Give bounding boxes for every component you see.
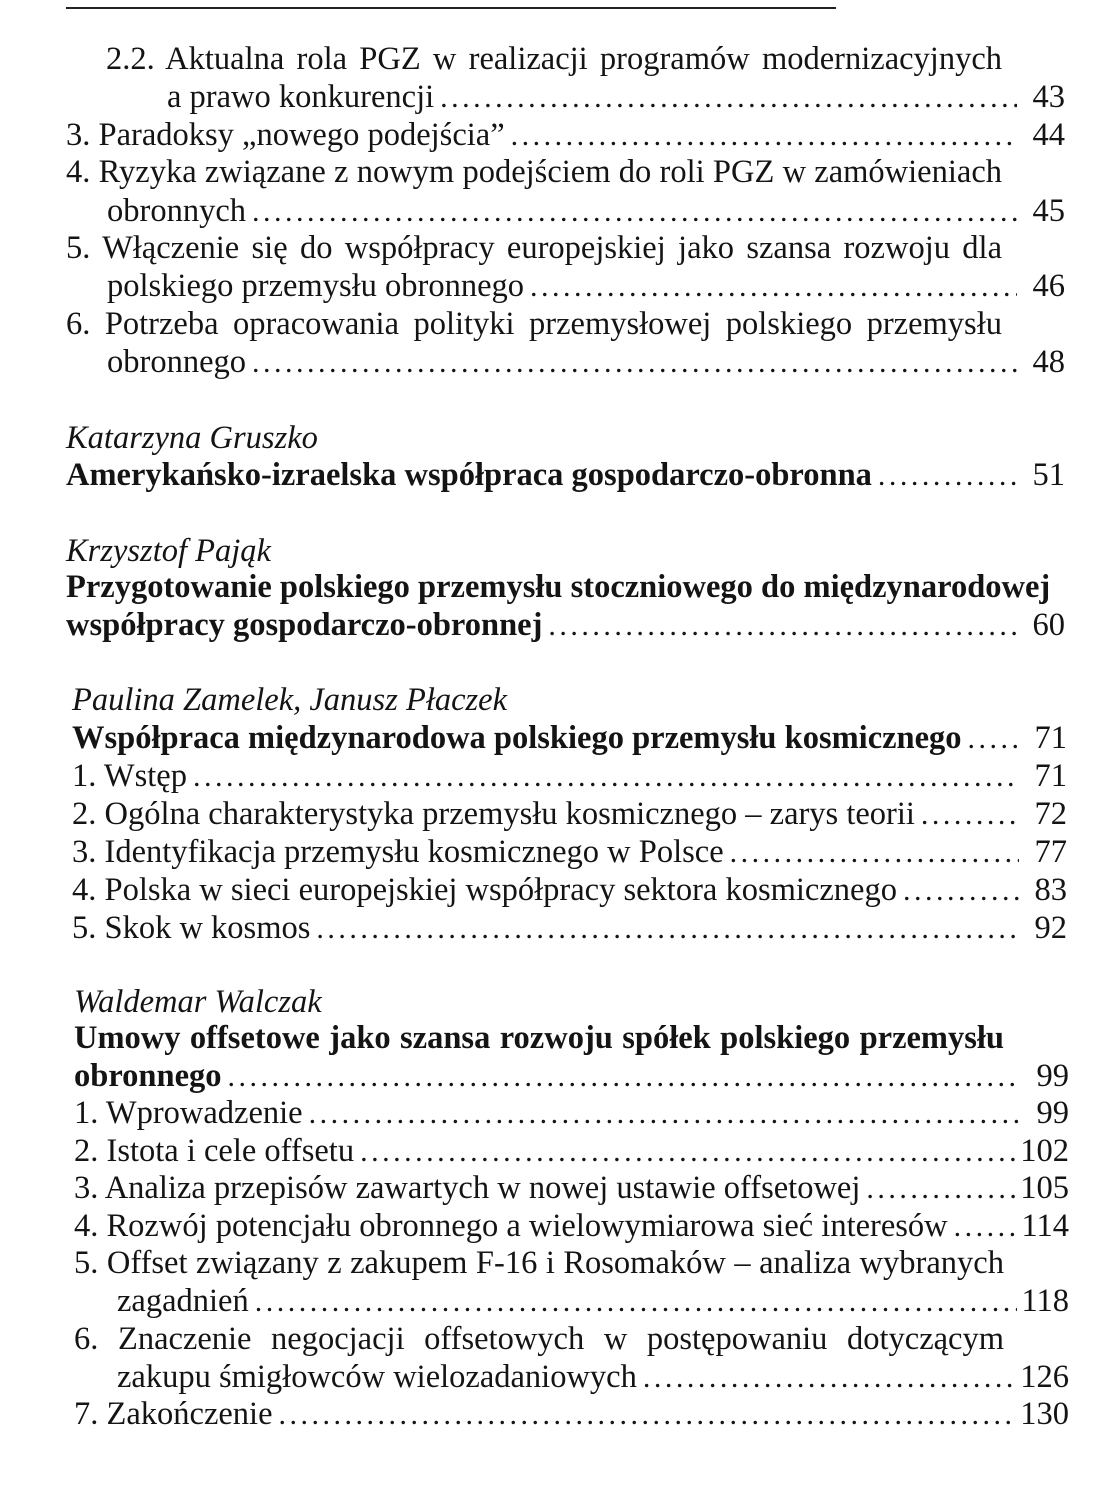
toc-entry-text: 7. Zakończenie: [74, 1396, 273, 1432]
chapter-author: Paulina Zamelek, Janusz Płaczek: [72, 682, 508, 718]
leader-dots: [309, 1095, 1021, 1133]
leader-dots: [255, 1283, 1018, 1321]
toc-entry: [72, 871, 1067, 909]
page-number: 44: [1032, 117, 1065, 153]
leader-dots: [968, 720, 1019, 758]
toc-entry: [74, 1094, 1069, 1132]
page-number: 45: [1032, 193, 1065, 229]
chapter-title-walczak-line1: Umowy offsetowe jako szansa rozwoju spółek polskiego przemysłu: [74, 1020, 1004, 1056]
page-number: 71: [1034, 758, 1067, 794]
page-number: 114: [1021, 1208, 1069, 1244]
toc-entry-text: 4. Rozwój potencjału obronnego a wielowymiarowa sieć interesów: [74, 1208, 948, 1244]
page-number: 99: [1036, 1095, 1069, 1131]
page-number: 126: [1020, 1359, 1069, 1395]
leader-dots: [252, 344, 1017, 382]
leader-dots: [903, 872, 1019, 910]
chapter-title-gruszko: [66, 456, 1065, 494]
chapter-title-text: współpracy gospodarczo-obronnej: [66, 607, 543, 643]
leader-dots: [316, 910, 1019, 948]
page-number: 60: [1032, 607, 1065, 643]
page-number: 77: [1034, 834, 1067, 870]
chapter-title-zamelek: [72, 719, 1067, 757]
leader-dots: [360, 1133, 1016, 1171]
toc-entry-text: 5. Skok w kosmos: [72, 910, 311, 946]
toc-entry-text: 1. Wstęp: [72, 758, 187, 794]
toc-entry-text: 2. Ogólna charakterystyka przemysłu kosmicznego – zarys teorii: [72, 796, 915, 832]
page-number: 99: [1036, 1058, 1069, 1094]
toc-entry-5-line1: 5. Włączenie się do współpracy europejskiej jako szansa rozwoju dla: [66, 230, 1002, 266]
page-number: 102: [1020, 1133, 1069, 1169]
page-number: 71: [1034, 720, 1067, 756]
page-number: 130: [1020, 1396, 1069, 1432]
toc-entry-text: 2. Istota i cele offsetu: [74, 1133, 355, 1169]
toc-entry-5-line1: 5. Offset związany z zakupem F-16 i Rosomaków – analiza wybranych: [74, 1245, 1004, 1281]
page-number: 118: [1021, 1283, 1069, 1319]
leader-dots: [730, 834, 1019, 872]
page-number: 43: [1032, 79, 1065, 115]
toc-entry-text: polskiego przemysłu obronnego: [107, 268, 525, 304]
toc-entry-text: a prawo konkurencji: [167, 79, 435, 115]
toc-entry-text: zakupu śmigłowców wielozadaniowych: [117, 1359, 637, 1395]
page-number: 92: [1034, 910, 1067, 946]
toc-entry-3: [66, 116, 1065, 154]
toc-entry-text: 3. Analiza przepisów zawartych w nowej ustawie offsetowej: [74, 1170, 861, 1206]
toc-entry: [74, 1132, 1069, 1170]
page-number: 83: [1034, 872, 1067, 908]
toc-entry: [72, 757, 1067, 795]
page-number: 51: [1032, 457, 1065, 493]
leader-dots: [921, 796, 1019, 834]
toc-entry-5: [107, 267, 1065, 305]
leader-dots: [193, 758, 1019, 796]
chapter-author: Krzysztof Pająk: [66, 533, 271, 569]
page-number: 72: [1034, 796, 1067, 832]
toc-entry-text: 3. Identyfikacja przemysłu kosmicznego w Polsce: [72, 834, 724, 870]
page-number: 105: [1020, 1170, 1069, 1206]
leader-dots: [954, 1208, 1018, 1246]
leader-dots: [548, 607, 1017, 645]
toc-entry-text: zagadnień: [117, 1283, 249, 1319]
toc-entry-2-2-line1: 2.2. Aktualna rola PGZ w realizacji programów modernizacyjnych: [106, 41, 1002, 77]
toc-entry-6: [117, 1358, 1069, 1396]
toc-entry-text: 4. Polska w sieci europejskiej współpracy sektora kosmicznego: [72, 872, 897, 908]
page-number: 46: [1032, 268, 1065, 304]
leader-dots: [511, 117, 1017, 155]
toc-entry-7: [74, 1395, 1069, 1433]
toc-entry: [72, 795, 1067, 833]
top-rule: [66, 7, 836, 9]
toc-entry-text: 3. Paradoksy „nowego podejścia”: [66, 117, 505, 153]
toc-entry-text: obronnego: [107, 344, 246, 380]
toc-entry-4: [107, 192, 1065, 230]
chapter-author: Waldemar Walczak: [74, 984, 322, 1020]
leader-dots: [643, 1359, 1016, 1397]
toc-entry-text: obronnych: [107, 193, 246, 229]
leader-dots: [252, 193, 1017, 231]
chapter-title-pajak: [66, 606, 1065, 644]
chapter-title-text: obronnego: [74, 1058, 222, 1094]
leader-dots: [878, 457, 1017, 495]
leader-dots: [866, 1170, 1016, 1208]
page-number: 48: [1032, 344, 1065, 380]
toc-entry: [74, 1207, 1069, 1245]
chapter-title-text: Amerykańsko-izraelska współpraca gospodarczo-obronna: [66, 457, 872, 493]
leader-dots: [279, 1396, 1017, 1434]
toc-entry-text: 1. Wprowadzenie: [74, 1095, 303, 1131]
chapter-title-pajak-line1: Przygotowanie polskiego przemysłu stoczniowego do międzynarodowej: [66, 569, 1051, 605]
toc-entry-5: [117, 1282, 1069, 1320]
toc-entry-6: [107, 343, 1065, 381]
toc-entry: [72, 909, 1067, 947]
toc-entry-4-line1: 4. Ryzyka związane z nowym podejściem do roli PGZ w zamówieniach: [66, 154, 1002, 190]
leader-dots: [530, 268, 1017, 306]
toc-entry-2-2: [167, 78, 1065, 116]
leader-dots: [228, 1058, 1022, 1096]
toc-entry-6-line1: 6. Znaczenie negocjacji offsetowych w postępowaniu dotyczącym: [74, 1321, 1004, 1357]
chapter-title-walczak: [74, 1057, 1069, 1095]
chapter-author: Katarzyna Gruszko: [66, 420, 318, 456]
toc-entry: [72, 833, 1067, 871]
chapter-title-text: Współpraca międzynarodowa polskiego przemysłu kosmicznego: [72, 720, 962, 756]
toc-entry-6-line1: 6. Potrzeba opracowania polityki przemysłowej polskiego przemysłu: [66, 306, 1002, 342]
toc-entry: [74, 1169, 1069, 1207]
leader-dots: [440, 79, 1017, 117]
